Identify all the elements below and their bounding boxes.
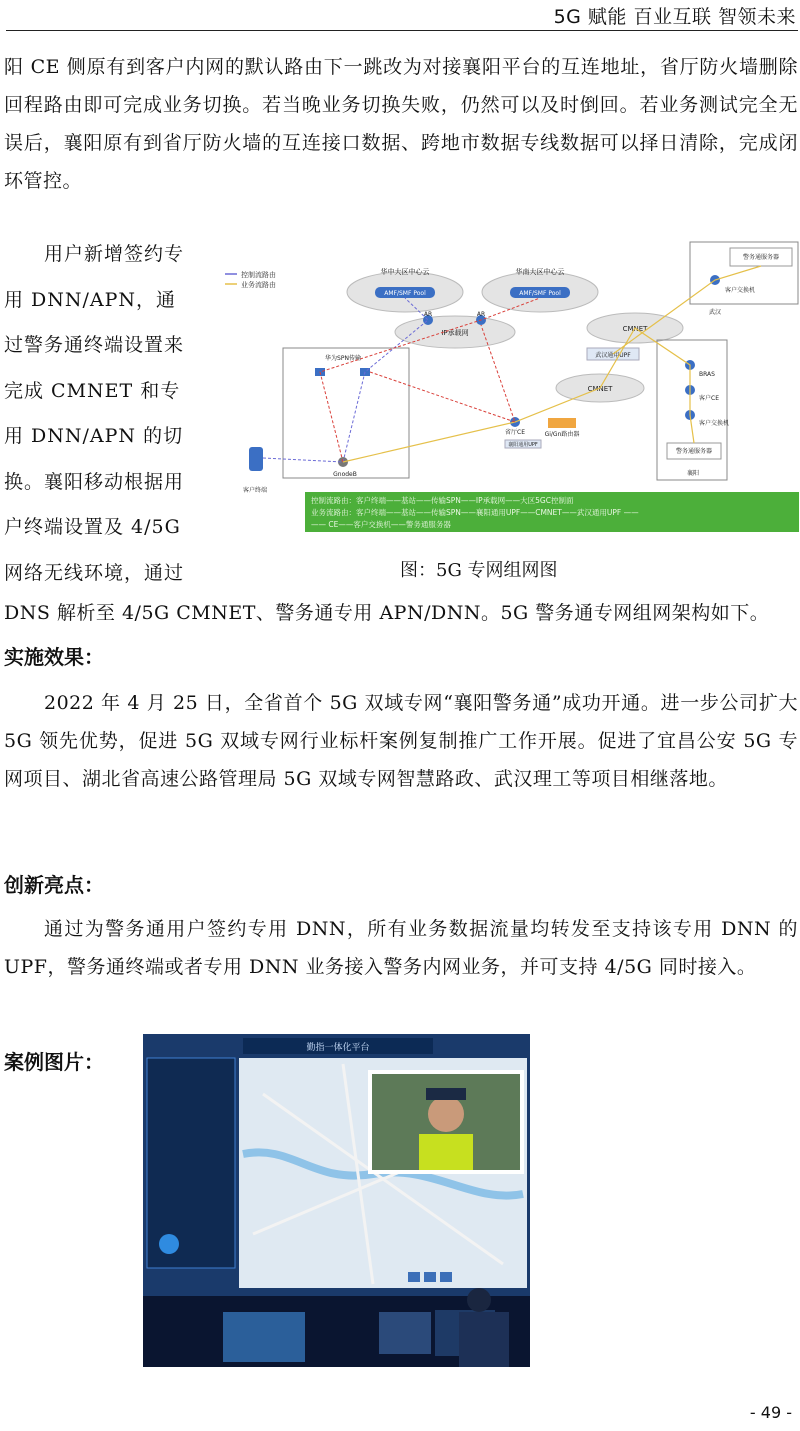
xiangyang-label: 襄阳 [687, 470, 700, 477]
xiangyang-upf-label: 襄阳通用UPF [508, 442, 538, 448]
cloud-south-china-label: 华南大区中心云 [515, 268, 565, 276]
bras-label: BRAS [699, 371, 715, 378]
case-photo-svg [143, 1034, 530, 1367]
paragraph-switch-procedure: 阳 CE 侧原有到客户内网的默认路由下一跳改为对接襄阳平台的互连地址，省厅防火墙删除回程路由即可完成业务切换。若当晚业务切换失败，仍然可以及时倒回。若业务测试完全无误后，襄阳原有到省厅防火墙的互连接口数据、跨地市数据专线数据可以择日清除，完成闭环管控。 [4, 56, 798, 192]
figure-caption: 图：5G 专网组网图 [400, 560, 558, 581]
customer-switch-wuhan-label: 客户交换机 [725, 287, 756, 294]
gi-router-label: Gi/Gn路由器 [544, 431, 580, 438]
police-server-xy-label: 警务通服务器 [675, 448, 713, 455]
header-text: 5G 赋能 百业互联 智领未来 [553, 6, 796, 28]
police-server-wuhan-label: 警务通服务器 [742, 254, 780, 261]
ar-label-2: AR [476, 311, 486, 318]
page-header [6, 0, 798, 31]
page-number: - 49 - [749, 1403, 792, 1422]
control-flow-path [263, 298, 428, 462]
heading-innovation: 创新亮点： [4, 873, 104, 897]
ar-label-1: AR [423, 311, 433, 318]
paragraph-effect: 2022 年 4 月 25 日，全省首个 5G 双域专网“襄阳警务通”成功开通。进一步公司扩大 5G 领先优势，促进 5G 双域专网行业标杆案例复制推广工作开展。促进了宜昌公安 5G 专网项目、湖北省高速公路管理局 5G 双域专网智慧路政、武汉理工等项目相继落地。 [4, 692, 798, 790]
cloud-central-china-label: 华中大区中心云 [380, 268, 430, 276]
gi-router-box [548, 418, 576, 428]
legend-control-label: 控制流路由 [241, 271, 276, 279]
ip-backbone-label: IP承载网 [441, 329, 469, 337]
heading-effect: 实施效果： [4, 645, 104, 669]
screen-title: 勤指一体化平台 [306, 1043, 370, 1053]
gnodeb-label: GnodeB [333, 471, 357, 478]
provincial-ce-label: 省厅CE [505, 429, 525, 436]
case-photo [143, 1034, 530, 1367]
paragraph-innovation: 通过为警务通用户签约专用 DNN，所有业务数据流量均转发至支持该专用 DNN 的 UPF，警务通终端或者专用 DNN 业务接入警务内网业务，并可支持 4/5G 同时接入。 [4, 918, 798, 978]
wrap-paragraph [4, 232, 196, 596]
flow-text-3: —— CE——客户交换机——警务通服务器 [311, 520, 451, 529]
paragraph-dns: DNS 解析至 4/5G CMNET、警务通专用 APN/DNN。5G 警务通专网组网架构如下。 [4, 602, 770, 624]
terminal-label: 客户终端 [242, 487, 268, 494]
cmnet-label-upper: CMNET [622, 325, 648, 333]
spn-label: 华为SPN传输 [325, 355, 361, 362]
network-diagram [215, 240, 800, 542]
amf-pool-1-label: AMF/SMF Pool [384, 290, 426, 297]
terminal-icon [249, 447, 263, 471]
flow-text-1: 控制流路由：客户终端——基站——传输SPN——IP承载网——大区5GC控制面 [311, 496, 574, 505]
customer-ce-label: 客户CE [699, 395, 719, 402]
flow-text-2: 业务流路由：客户终端——基站——传输SPN——襄阳通用UPF——CMNET——武汉通用UPF —— [311, 508, 639, 517]
wrap-paragraph-text: 用户新增签约专用 DNN/APN，通过警务通终端设置来完成 CMNET 和专用 DNN/APN 的切换。襄阳移动根据用户终端设置及 4/5G 网络无线环境，通过 [4, 243, 185, 584]
amf-pool-2-label: AMF/SMF Pool [519, 290, 561, 297]
network-diagram-svg [215, 240, 800, 542]
wuhan-label: 武汉 [709, 309, 722, 316]
customer-switch-xy-label: 客户交换机 [699, 420, 730, 427]
legend-service-label: 业务流路由 [241, 281, 276, 289]
wuhan-upf-label: 武汉通用UPF [595, 352, 631, 359]
heading-photo: 案例图片： [4, 1050, 104, 1074]
cmnet-label-lower: CMNET [587, 385, 613, 393]
